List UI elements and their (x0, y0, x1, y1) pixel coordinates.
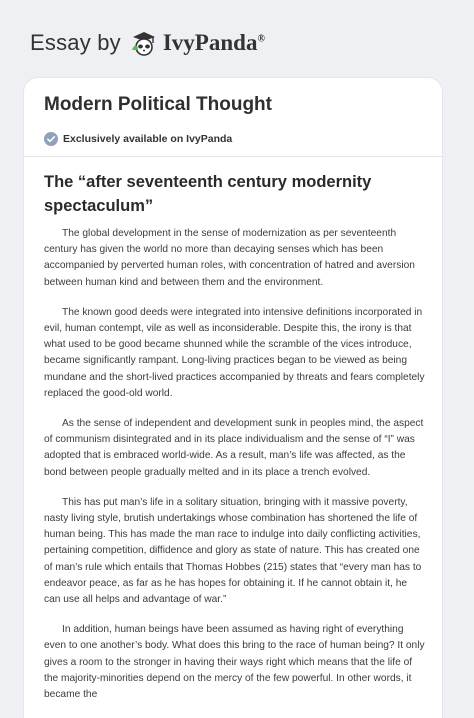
brand-name: IvyPanda® (162, 30, 265, 55)
paragraph: The global development in the sense of modernization as per seventeenth century has given the world no more than decaying senses which has been accompanied by perverted human roles, with concentration of hatred and aversion between human kind and between them and the environment. (44, 228, 415, 288)
exclusive-badge (44, 132, 232, 146)
paragraph: This has put man’s life in a solitary situation, bringing with it massive poverty, nasty living style, brutish undertakings whose combination has shortened the life of human being. This has made the man race to indulge into daily conflicting activities, pertaining competition, diffidence and glory as state of nature. This has created one of man’s rule which entails that Thomas Hobbes (215) states that “every man has to endeavor peace, as far as he has hopes for obtaining it. If he cannot obtain it, he can use all helps and advantage of war.” (44, 496, 422, 606)
essay-card (24, 78, 442, 718)
exclusive-label: Exclusively available on IvyPanda (63, 133, 233, 145)
panda-logo-icon (129, 28, 159, 58)
divider (24, 156, 442, 157)
paragraph: The known good deeds were integrated into intensive definitions incorporated in evil, human contempt, vile as well as inconsiderable. Despite this, the irony is that what used to be good became shunned while the scramble of the vices introduce, became significantly rampant. Long-living practices began to be viewed as being mundane and the short-lived practices accompanied by threats and fears completely replaced the good-old world. (44, 306, 425, 399)
section-title: The “after seventeenth century modernity spectaculum” (44, 173, 372, 215)
paragraph: In addition, human beings have been assumed as having right of everything even to one another’s body. What does this bring to the race of human being? It only gives a room to the stronger in having their ways right which means that the life of the majority-minorities depend on the mercy of the few powerful. In other words, it became the (44, 624, 425, 701)
paragraph: As the sense of independent and development sunk in peoples mind, the aspect of communism disintegrated and in its place individualism and the sense of “I” was adopted that is embraced world-wide. As a result, man’s life was affected, as the bond between people gradually melted and in its place a trench evolved. (44, 418, 424, 478)
site-header (0, 0, 474, 78)
brand[interactable] (30, 28, 265, 58)
document-title: Modern Political Thought (44, 94, 272, 115)
essay-by-label: Essay by (30, 30, 121, 55)
essay-body (44, 226, 426, 717)
check-badge-icon (44, 132, 58, 146)
